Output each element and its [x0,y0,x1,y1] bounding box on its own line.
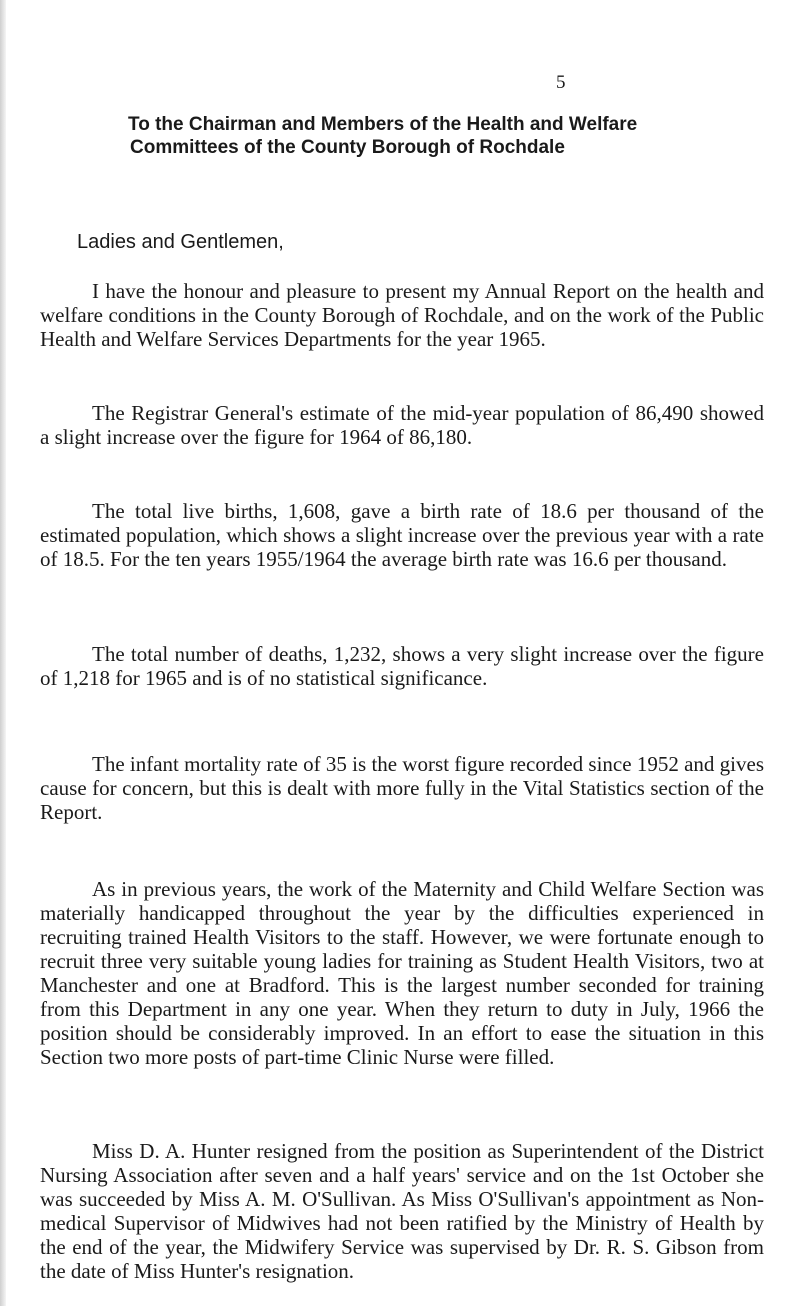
paragraph-birth-rate: The total live births, 1,608, gave a birth rate of 18.6 per thousand of the estimated population, which shows a slight increase over the previous year with a rate of 18.5. For the ten years 1955/1964 the average birth rate was 16.6 per thousand. [40,499,764,571]
heading-line-1: To the Chairman and Members of the Health and Welfare [128,114,638,135]
salutation: Ladies and Gentlemen, [77,231,284,253]
paragraph-deaths: The total number of deaths, 1,232, shows a very slight increase over the figure of 1,218 for 1965 and is of no statistical significance. [40,642,764,690]
paragraph-annual-report-intro: I have the honour and pleasure to present my Annual Report on the health and welfare conditions in the County Borough of Rochdale, and on the work of the Public Health and Welfare Services Departments for the year 1965. [40,279,764,351]
paragraph-maternity-child-welfare: As in previous years, the work of the Maternity and Child Welfare Section was materially handicapped throughout the year by the difficulties experienced in recruiting trained Health Visitors to the staff. However, we were fortunate enough to recruit three very suitable young ladies for training as Student Health Visitors, two at Manchester and one at Bradford. This is the largest number seconded for training from this Department in any one year. When they return to duty in July, 1966 the position should be considerably improved. In an effort to ease the situation in this Section two more posts of part-time Clinic Nurse were filled. [40,877,764,1069]
paragraph-district-nursing: Miss D. A. Hunter resigned from the position as Superintendent of the District Nursing Association after seven and a half years' service and on the 1st October she was succeeded by Miss A. M. O'Sullivan. As Miss O'Sullivan's appointment as Non-medical Supervisor of Midwives had not been ratified by the Ministry of Health by the end of the year, the Midwifery Service was supervised by Dr. R. S. Gibson from the date of Miss Hunter's resignation. [40,1139,764,1283]
heading-line-2: Committees of the County Borough of Rochdale [130,137,565,158]
address-heading [128,113,728,159]
page-edge-shadow [0,0,6,1306]
paragraph-infant-mortality: The infant mortality rate of 35 is the worst figure recorded since 1952 and gives cause for concern, but this is dealt with more fully in the Vital Statistics section of the Report. [40,752,764,824]
paragraph-population: The Registrar General's estimate of the mid-year population of 86,490 showed a slight increase over the figure for 1964 of 86,180. [40,401,764,449]
page-number: 5 [556,72,566,93]
